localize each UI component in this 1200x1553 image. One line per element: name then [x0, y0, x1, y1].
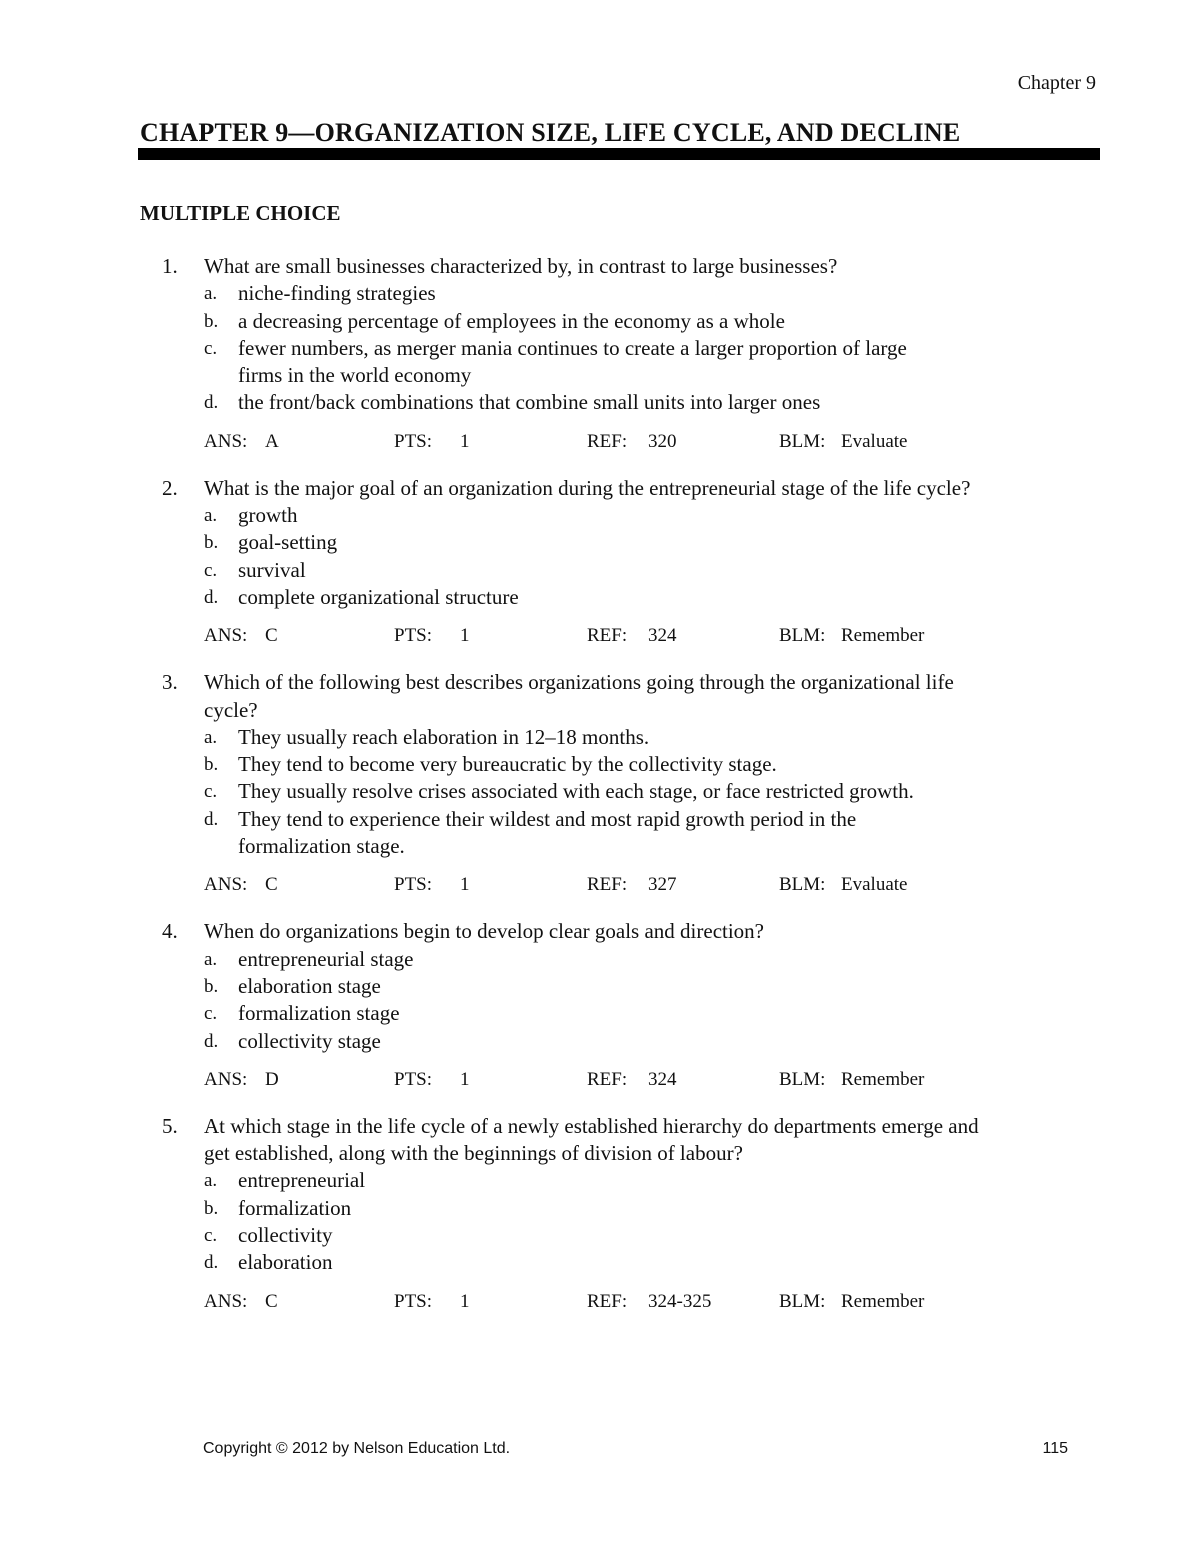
option-text: complete organizational structure [238, 584, 519, 609]
blooms-label: BLM: [779, 1068, 826, 1090]
question-number: 2. [162, 475, 178, 500]
reference-label: REF: [587, 1068, 628, 1090]
answer-option [140, 335, 1090, 362]
question-stem-text: When do organizations begin to develop clear goals and direction? [204, 919, 765, 944]
option-text: They usually reach elaboration in 12–18 months. [238, 724, 650, 749]
blooms-label: BLM: [779, 874, 826, 896]
option-letter: c. [204, 337, 218, 359]
question-stem-line [140, 1113, 1090, 1140]
option-letter: a. [204, 283, 218, 305]
answer-key-row [140, 622, 1090, 649]
footer-page-number: 115 [1042, 1440, 1068, 1457]
question-list [140, 253, 1090, 1335]
option-letter: b. [204, 975, 219, 997]
option-text: formalization [238, 1195, 352, 1220]
option-text: firms in the world economy [238, 363, 472, 388]
question-stem-line [140, 253, 1090, 280]
option-letter: b. [204, 754, 219, 776]
answer-value: A [265, 430, 279, 452]
answer-option [140, 778, 1090, 805]
answer-option [140, 389, 1090, 416]
answer-label: ANS: [204, 625, 248, 647]
answer-option [140, 751, 1090, 778]
question-stem-line [140, 475, 1090, 502]
answer-option [140, 806, 1090, 833]
answer-option [140, 946, 1090, 973]
section-heading: MULTIPLE CHOICE [140, 201, 341, 225]
answer-key-row [140, 1288, 1090, 1315]
question-item [140, 918, 1090, 1092]
answer-value: C [265, 874, 278, 896]
points-label: PTS: [394, 430, 433, 452]
blooms-label: BLM: [779, 625, 826, 647]
answer-value: D [265, 1068, 279, 1090]
reference-value: 320 [648, 430, 677, 452]
reference-label: REF: [587, 430, 628, 452]
answer-label: ANS: [204, 874, 248, 896]
reference-value: 327 [648, 874, 677, 896]
answer-option [140, 973, 1090, 1000]
question-number: 5. [162, 1113, 178, 1138]
question-number: 4. [162, 919, 178, 944]
option-letter: b. [204, 310, 219, 332]
answer-option [140, 557, 1090, 584]
question-item [140, 669, 1090, 898]
option-list [140, 724, 1090, 860]
option-text: collectivity stage [238, 1028, 381, 1053]
question-stem-text: cycle? [204, 697, 258, 722]
answer-value: C [265, 625, 278, 647]
answer-option [140, 529, 1090, 556]
question-item [140, 1113, 1090, 1315]
answer-key-row [140, 428, 1090, 455]
points-value: 1 [460, 1290, 470, 1312]
chapter-title: CHAPTER 9—ORGANIZATION SIZE, LIFE CYCLE, AND DECLINE [140, 118, 961, 147]
option-list [140, 502, 1090, 611]
option-letter: a. [204, 505, 218, 527]
answer-option [140, 1222, 1090, 1249]
points-label: PTS: [394, 625, 433, 647]
option-text: elaboration stage [238, 973, 381, 998]
blooms-label: BLM: [779, 430, 826, 452]
question-stem-text: What is the major goal of an organization during the entrepreneurial stage of the life cycle? [204, 475, 971, 500]
reference-value: 324-325 [648, 1290, 712, 1312]
answer-option [140, 502, 1090, 529]
option-list [140, 1167, 1090, 1276]
question-item [140, 475, 1090, 649]
option-letter: a. [204, 1170, 218, 1192]
answer-option [140, 1249, 1090, 1276]
option-text: niche-finding strategies [238, 281, 436, 306]
points-value: 1 [460, 625, 470, 647]
answer-option [140, 308, 1090, 335]
option-text: goal-setting [238, 530, 338, 555]
option-text: formalization stage. [238, 834, 405, 859]
option-text: collectivity [238, 1223, 333, 1248]
title-rule [138, 148, 1100, 160]
question-stem-text: At which stage in the life cycle of a newly established hierarchy do departments emerge and [204, 1113, 979, 1138]
answer-key-row [140, 1066, 1090, 1093]
option-letter: b. [204, 1197, 219, 1219]
option-text: They tend to become very bureaucratic by the collectivity stage. [238, 752, 777, 777]
reference-label: REF: [587, 874, 628, 896]
option-text: fewer numbers, as merger mania continues to create a larger proportion of large [238, 335, 907, 360]
option-text: They tend to experience their wildest and most rapid growth period in the [238, 806, 857, 831]
reference-label: REF: [587, 625, 628, 647]
blooms-value: Remember [841, 1290, 925, 1312]
answer-option [140, 833, 1090, 860]
option-text: formalization stage [238, 1001, 400, 1026]
question-item [140, 253, 1090, 455]
blooms-label: BLM: [779, 1290, 826, 1312]
points-value: 1 [460, 430, 470, 452]
option-letter: c. [204, 1225, 218, 1247]
answer-option [140, 362, 1090, 389]
option-text: They usually resolve crises associated with each stage, or face restricted growth. [238, 779, 914, 804]
running-header: Chapter 9 [1017, 72, 1096, 94]
option-text: growth [238, 503, 298, 528]
points-value: 1 [460, 874, 470, 896]
blooms-value: Evaluate [841, 874, 908, 896]
question-stem-text: Which of the following best describes organizations going through the organizational life [204, 670, 954, 695]
question-stem-line [140, 669, 1090, 696]
answer-label: ANS: [204, 1290, 248, 1312]
answer-option [140, 584, 1090, 611]
option-letter: d. [204, 586, 219, 608]
points-label: PTS: [394, 1290, 433, 1312]
option-letter: d. [204, 1030, 219, 1052]
option-list [140, 946, 1090, 1055]
points-label: PTS: [394, 1068, 433, 1090]
footer-copyright: Copyright © 2012 by Nelson Education Ltd. [203, 1440, 511, 1457]
answer-option [140, 1000, 1090, 1027]
option-letter: c. [204, 1003, 218, 1025]
answer-option [140, 1195, 1090, 1222]
answer-option [140, 724, 1090, 751]
option-text: a decreasing percentage of employees in the economy as a whole [238, 308, 785, 333]
option-letter: d. [204, 392, 219, 414]
option-text: entrepreneurial [238, 1168, 366, 1193]
question-stem-line [140, 918, 1090, 945]
question-stem-line [140, 1140, 1090, 1167]
option-letter: d. [204, 1252, 219, 1274]
answer-option [140, 1167, 1090, 1194]
option-text: elaboration [238, 1250, 333, 1275]
option-letter: c. [204, 781, 218, 803]
blooms-value: Remember [841, 1068, 925, 1090]
option-text: the front/back combinations that combine small units into larger ones [238, 390, 821, 415]
answer-label: ANS: [204, 430, 248, 452]
reference-label: REF: [587, 1290, 628, 1312]
reference-value: 324 [648, 1068, 677, 1090]
option-letter: b. [204, 532, 219, 554]
option-letter: a. [204, 948, 218, 970]
reference-value: 324 [648, 625, 677, 647]
question-stem-line [140, 697, 1090, 724]
option-letter: c. [204, 559, 218, 581]
option-text: entrepreneurial stage [238, 946, 414, 971]
question-stem-text: get established, along with the beginnings of division of labour? [204, 1141, 743, 1166]
answer-option [140, 1028, 1090, 1055]
option-letter: d. [204, 808, 219, 830]
answer-key-row [140, 871, 1090, 898]
answer-option [140, 280, 1090, 307]
answer-value: C [265, 1290, 278, 1312]
blooms-value: Remember [841, 625, 925, 647]
option-list [140, 280, 1090, 416]
question-stem-text: What are small businesses characterized by, in contrast to large businesses? [204, 254, 838, 278]
points-value: 1 [460, 1068, 470, 1090]
points-label: PTS: [394, 874, 433, 896]
blooms-value: Evaluate [841, 430, 908, 452]
option-text: survival [238, 557, 306, 582]
question-number: 1. [162, 254, 178, 278]
option-letter: a. [204, 726, 218, 748]
answer-label: ANS: [204, 1068, 248, 1090]
question-number: 3. [162, 670, 178, 695]
